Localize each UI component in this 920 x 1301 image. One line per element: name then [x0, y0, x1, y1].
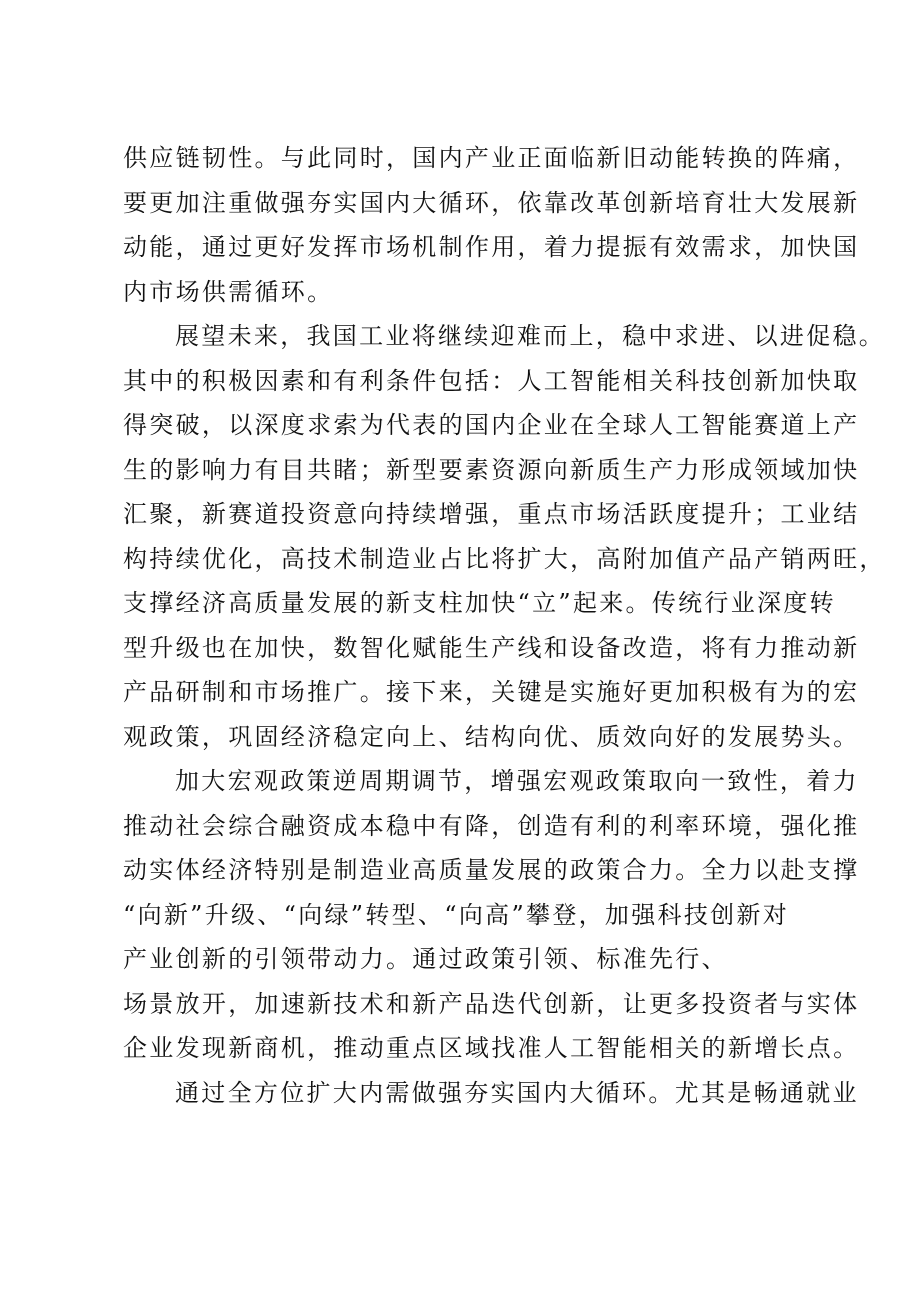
text-line: 企业发现新商机，推动重点区域找准人工智能相关的新增长点。	[123, 1034, 860, 1062]
text-line: “向新”升级、“向绿”转型、“向高”攀登，加强科技创新对	[123, 900, 790, 929]
text-line: 支撑经济高质量发展的新支柱加快“立”起来。传统行业深度转	[123, 589, 836, 617]
text-line: 观政策，巩固经济稳定向上、结构向优、质效向好的发展势头。	[123, 722, 860, 751]
text-line: 供应链韧性。与此同时，国内产业正面临新旧动能转换的阵痛，	[123, 144, 860, 172]
text-line: 场景放开，加速新技术和新产品迭代创新，让更多投资者与实体	[123, 989, 860, 1018]
text-line: 产业创新的引领带动力。通过政策引领、标准先行、	[123, 945, 728, 973]
text-line: 其中的积极因素和有利条件包括：人工智能相关科技创新加快取	[123, 366, 860, 395]
document-body	[123, 136, 886, 1115]
text-line: 构持续优化，高技术制造业占比将扩大，高附加值产品产销两旺，	[123, 544, 886, 573]
text-line: 推动社会综合融资成本稳中有降，创造有利的利率环境，强化推	[123, 811, 860, 840]
text-line: 得突破，以深度求索为代表的国内企业在全球人工智能赛道上产	[123, 411, 860, 439]
text-line: 产品研制和市场推广。接下来，关键是实施好更加积极有为的宏	[123, 678, 860, 706]
text-line: 要更加注重做强夯实国内大循环，依靠改革创新培育壮大发展新	[123, 188, 860, 217]
text-line: 内市场供需循环。	[123, 277, 334, 306]
text-line: 汇聚，新赛道投资意向持续增强，重点市场活跃度提升；工业结	[123, 500, 860, 528]
text-line: 型升级也在加快，数智化赋能生产线和设备改造，将有力推动新	[123, 633, 860, 662]
paragraph-start-line: 加大宏观政策逆周期调节，增强宏观政策取向一致性，着力	[175, 767, 859, 795]
paragraph-start-line: 展望未来，我国工业将继续迎难而上，稳中求进、以进促稳。	[175, 322, 886, 350]
text-line: 生的影响力有目共睹；新型要素资源向新质生产力形成领域加快	[123, 455, 860, 484]
text-line: 动能，通过更好发挥市场机制作用，着力提振有效需求，加快国	[123, 233, 860, 261]
text-line: 动实体经济特别是制造业高质量发展的政策合力。全力以赴支撑	[123, 856, 860, 884]
paragraph-start-line: 通过全方位扩大内需做强夯实国内大循环。尤其是畅通就业	[175, 1078, 859, 1107]
